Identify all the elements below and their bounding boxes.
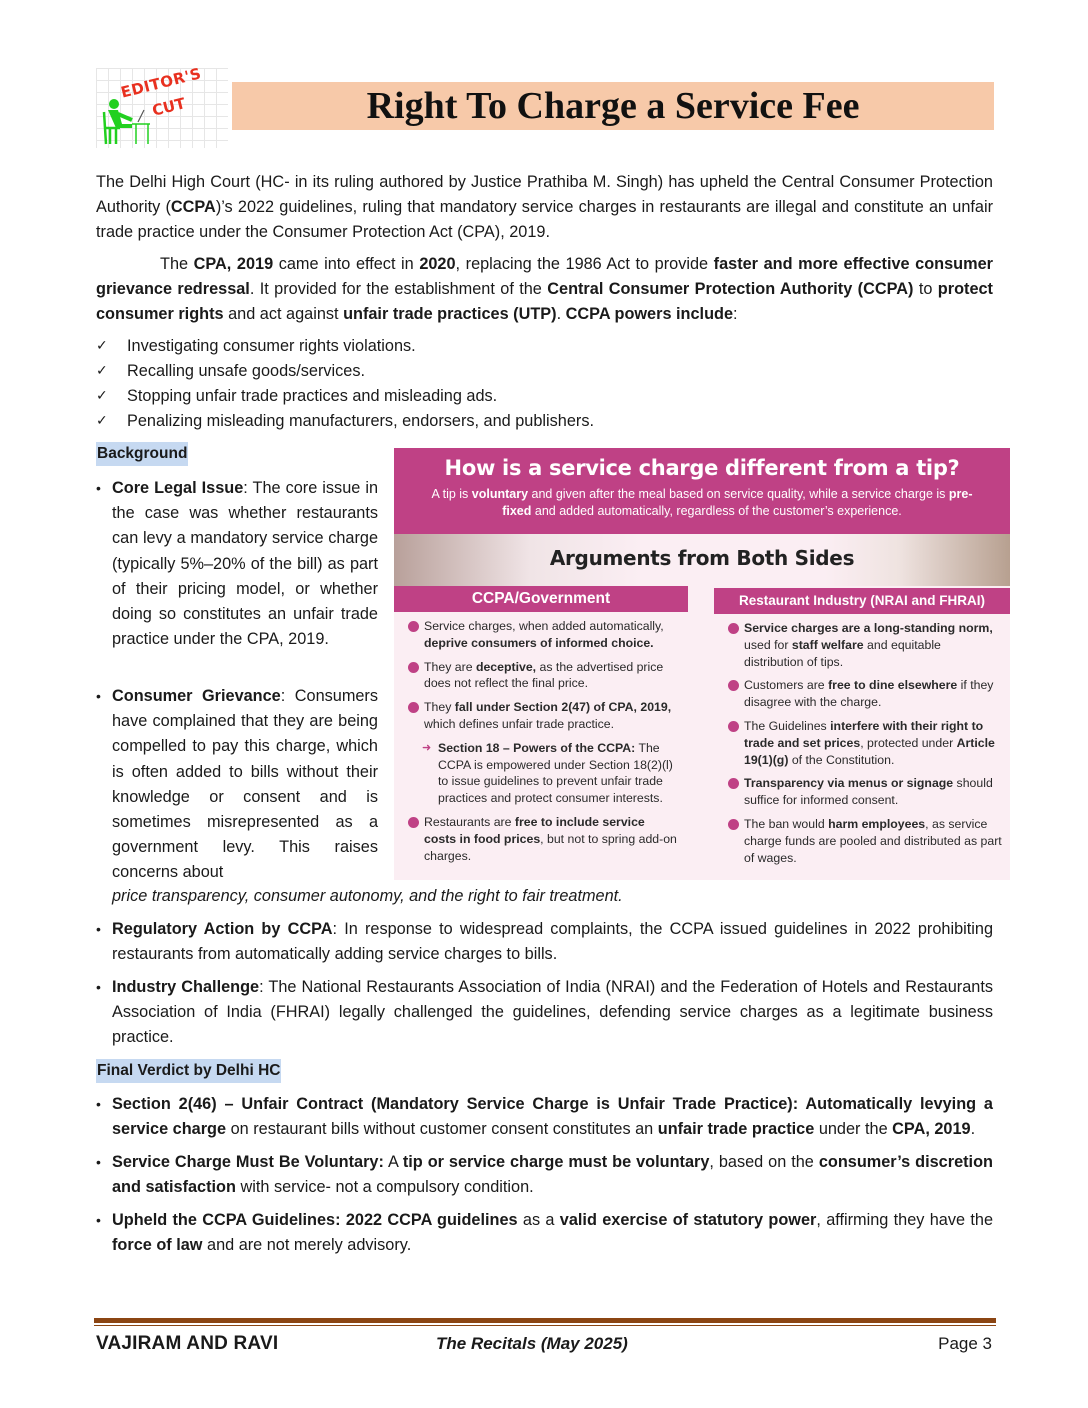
checkmark-icon: ✓ [96,363,108,379]
checkmark-icon: ✓ [96,413,108,429]
argument-item: Restaurants are free to include service costs in food prices, but not to spring add-on charges. [408,814,680,864]
industry-arguments-list [714,614,1010,866]
argument-item: Service charges are a long-standing norm, used for staff welfare and equitable distribution of tips. [728,620,1002,670]
intro-paragraph-2: The CPA, 2019 came into effect in 2020, replacing the 1986 Act to provide faster and more effective consumer grievance redressal. It provided for the establishment of the Central Consumer Protection Authority (CCPA) to protect consumer rights and act against unfair trade practices (UTP). CCPA powers include: [96,255,993,323]
page-number: Page 3 [938,1334,992,1353]
person-at-desk-icon [102,98,152,146]
bullet-icon: • [96,979,101,995]
bullet-dot-icon [408,662,419,673]
bullet-dot-icon [408,702,419,713]
verdict-item: • Upheld the CCPA Guidelines: 2022 CCPA guidelines as a valid exercise of statutory power, affirming they have the force of law and are not merely advisory. [96,1208,993,1258]
list-item: ✓ Stopping unfair trade practices and misleading ads. [96,384,796,409]
infographic-header [394,448,1010,534]
page-title: Right To Charge a Service Fee [366,85,860,127]
ccpa-arguments-list [394,612,688,864]
bullet-dot-icon [408,621,419,632]
section-heading-background: Background [96,442,188,466]
list-item: ✓ Recalling unsafe goods/services. [96,359,796,384]
grievance-continuation: price transparency, consumer autonomy, and the right to fair treatment. [112,887,623,905]
bullet-dot-icon [728,721,739,732]
bullet-industry-challenge: • Industry Challenge: The National Restaurants Association of India (NRAI) and the Federation of Hotels and Restaurants Association of India (FHRAI) legally challenged the guidelines, defending service charges as a legitimate business practice. [96,975,993,1050]
verdict-item: • Section 2(46) – Unfair Contract (Mandatory Service Charge is Unfair Trade Practice): Automatically levying a service charge on restaurant bills without customer consent constitutes an unfair trade practice under the CPA, 2019. [96,1092,993,1142]
ccpa-column-heading: CCPA/Government [394,586,688,612]
arguments-band [394,534,1010,586]
arguments-title: Arguments from Both Sides [549,546,855,570]
bullet-consumer-grievance: • Consumer Grievance: Consumers have complained that they are being compelled to pay this charge, which is often added to bills without their knowledge or consent and is sometimes misrepresented as a government levy. This raises concerns about [96,684,378,886]
checkmark-icon: ✓ [96,338,108,354]
bullet-dot-icon [728,778,739,789]
logo-text-cut: CUT [150,94,188,120]
bullet-dot-icon [728,819,739,830]
argument-item: They fall under Section 2(47) of CPA, 2019, which defines unfair trade practice. [408,699,680,733]
argument-item: Transparency via menus or signage should suffice for informed consent. [728,775,1002,809]
footer-divider [94,1318,996,1323]
bullet-icon: • [96,1212,101,1228]
ccpa-powers-list [96,334,796,434]
list-item: ✓ Investigating consumer rights violations. [96,334,796,359]
bullet-icon: • [96,1096,101,1112]
service-charge-infographic [394,448,1010,880]
argument-item: They are deceptive, as the advertised price does not reflect the final price. [408,659,680,693]
argument-item: Service charges, when added automatically, deprive consumers of informed choice. [408,618,680,652]
bullet-icon: • [96,688,101,704]
infographic-subtitle: A tip is voluntary and given after the meal based on service quality, while a service charge is pre-fixed and added automatically, regardless of the customer’s experience. [431,487,973,518]
infographic-title: How is a service charge different from a tip? [444,456,960,480]
argument-item: The Guidelines interfere with their right to trade and set prices, protected under Article 19(1)(g) of the Constitution. [728,718,1002,768]
argument-item: The ban would harm employees, as service charge funds are pooled and distributed as part of wages. [728,816,1002,866]
industry-arguments-column [714,586,1010,873]
intro-paragraph-1: The Delhi High Court (HC- in its ruling authored by Justice Prathiba M. Singh) has upheld the Central Consumer Protection Authority (CCPA)’s 2022 guidelines, ruling that mandatory service charges in restaurants are illegal and constitute an unfair trade practice under the Consumer Protection Act (CPA), 2019. [96,173,993,241]
bullet-icon: • [96,1154,101,1170]
logo-text-editors: EDITOR'S [119,64,204,102]
bullet-core-legal-issue: • Core Legal Issue: The core issue in the case was whether restaurants can levy a mandatory service charge (typically 5%–20% of the bill) as part of their pricing model, or whether doing so constitutes an unfair trade practice under the CPA, 2019. [96,476,378,652]
argument-item: Customers are free to dine elsewhere if they disagree with the charge. [728,677,1002,711]
title-banner [232,82,994,130]
arrow-right-icon: ➜ [422,741,432,754]
bullet-icon: • [96,480,101,496]
verdict-bullets [96,1092,993,1266]
list-item: ✓ Penalizing misleading manufacturers, endorsers, and publishers. [96,409,796,434]
bullet-regulatory-action: • Regulatory Action by CCPA: In response to widespread complaints, the CCPA issued guidelines in 2022 prohibiting restaurants from automatically adding service charges to bills. [96,917,993,967]
argument-item: ➜ Section 18 – Powers of the CCPA: The CCPA is empowered under Section 18(2)(l) to issue guidelines to prevent unfair trade practices and protect consumer interests. [422,740,673,806]
footer-publication: The Recitals (May 2025) [436,1334,628,1353]
bullet-dot-icon [408,817,419,828]
bullet-dot-icon [728,623,739,634]
section-heading-final-verdict: Final Verdict by Delhi HC [96,1059,281,1083]
industry-column-heading: Restaurant Industry (NRAI and FHRAI) [714,588,1010,614]
editors-cut-logo [96,64,228,148]
verdict-item: • Service Charge Must Be Voluntary: A tip or service charge must be voluntary, based on the consumer’s discretion and satisfaction with service- not a compulsory condition. [96,1150,993,1200]
background-bullets-continued [96,917,993,1058]
footer-divider-thin [94,1325,996,1326]
footer-brand: VAJIRAM AND RAVI [96,1333,279,1354]
ccpa-arguments-column [394,586,688,873]
bullet-dot-icon [728,680,739,691]
bullet-icon: • [96,921,101,937]
checkmark-icon: ✓ [96,388,108,404]
